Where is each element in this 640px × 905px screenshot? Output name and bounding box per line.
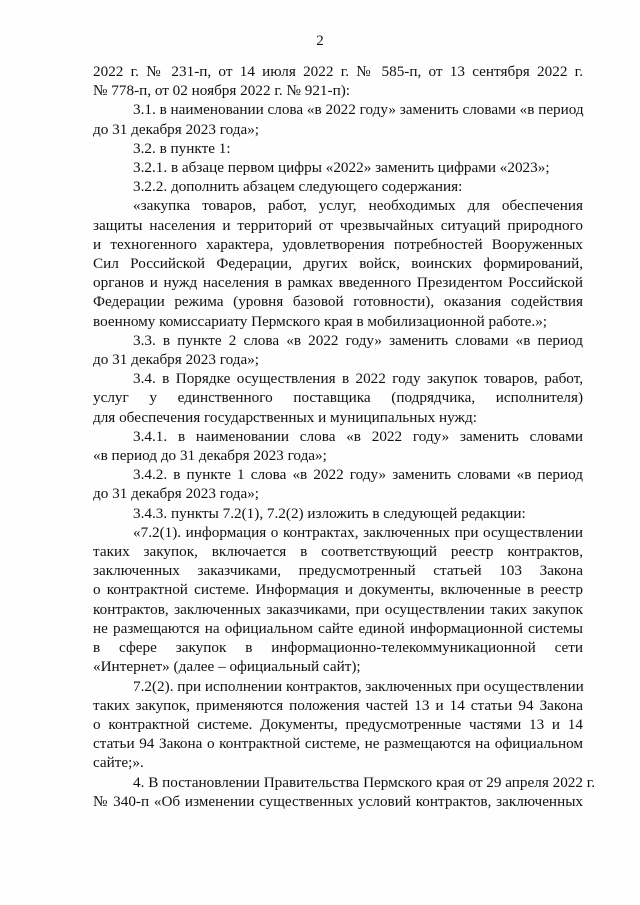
text-line: для обеспечения государственных и муниципальных нужд: (93, 408, 477, 426)
document-body (93, 62, 596, 811)
text-line: 4. В постановлении Правительства Пермского края от 29 апреля 2022 г. (133, 773, 596, 791)
text-line: 3.4.3. пункты 7.2(1), 7.2(2) изложить в следующей редакции: (133, 504, 526, 522)
text-line: о контрактной системе. Документы, предусмотренные частями 13 и 14 (93, 715, 583, 733)
text-line: статьи 94 Закона о контрактной системе, не размещаются на официальном (93, 735, 583, 753)
text-line: таких закупок, применяются положения частей 13 и 14 статьи 94 Закона (93, 696, 583, 714)
text-line: № 778-п, от 02 ноября 2022 г. № 921-п): (93, 82, 350, 100)
text-line: 3.4.1. в наименовании слова «в 2022 году» заменить словами (133, 427, 583, 445)
text-line: до 31 декабря 2023 года»; (93, 485, 260, 503)
text-line: до 31 декабря 2023 года»; (93, 351, 260, 369)
text-line: № 340-п «Об изменении существенных условий контрактов, заключенных (93, 792, 583, 810)
text-line: 3.2. в пункте 1: (133, 139, 231, 157)
text-line: 3.4. в Порядке осуществления в 2022 году закупок товаров, работ, (133, 370, 583, 388)
text-line: сайте;». (93, 754, 144, 772)
text-line: «в период до 31 декабря 2023 года»; (93, 447, 327, 465)
text-line: заключенных заказчиками, предусмотренный статьей 103 Закона (93, 562, 583, 580)
text-line: «Интернет» (далее – официальный сайт); (93, 658, 361, 676)
text-line: органов и нужд населения в рамках введенного Президентом Российской (93, 274, 583, 292)
text-line: и техногенного характера, удовлетворения потребностей Вооруженных (93, 235, 583, 253)
text-line: 3.3. в пункте 2 слова «в 2022 году» заменить словами «в период (133, 331, 583, 349)
text-line: 2022 г. № 231-п, от 14 июля 2022 г. № 585-п, от 13 сентября 2022 г. (93, 63, 583, 80)
text-line: защиты населения и территорий от чрезвычайных ситуаций природного (93, 216, 583, 234)
text-line: не размещаются на официальном сайте единой информационной системы (93, 619, 583, 637)
text-line: до 31 декабря 2023 года»; (93, 120, 260, 138)
text-line: 3.4.2. в пункте 1 слова «в 2022 году» заменить словами «в период (133, 466, 583, 484)
text-line: 3.2.2. дополнить абзацем следующего содержания: (133, 178, 463, 196)
text-line: «7.2(1). информация о контрактах, заключенных при осуществлении (133, 523, 583, 541)
text-line: услуг у единственного поставщика (подрядчика, исполнителя) (93, 389, 583, 407)
page-number: 2 (316, 33, 324, 49)
text-line: контрактов, заключенных заказчиками, при осуществлении таких закупок (93, 600, 583, 618)
text-line: о контрактной системе. Информация и документы, включенные в реестр (93, 581, 583, 599)
text-line: Сил Российской Федерации, других войск, воинских формирований, (93, 255, 583, 273)
text-line: военному комиссариату Пермского края в мобилизационной работе.»; (93, 312, 548, 330)
text-line: 3.2.1. в абзаце первом цифры «2022» заменить цифрами «2023»; (133, 159, 550, 177)
text-line: «закупка товаров, работ, услуг, необходимых для обеспечения (133, 197, 583, 215)
text-line: 7.2(2). при исполнении контрактов, заключенных при осуществлении (133, 677, 584, 695)
text-line: Федерации режима (уровня базовой готовности), оказания содействия (93, 293, 583, 311)
text-line: в сфере закупок в информационно-телекоммуникационной сети (93, 639, 583, 657)
text-line: таких закупок, включается в соответствующий реестр контрактов, (93, 543, 583, 561)
text-line: 3.1. в наименовании слова «в 2022 году» заменить словами «в период (133, 101, 584, 119)
